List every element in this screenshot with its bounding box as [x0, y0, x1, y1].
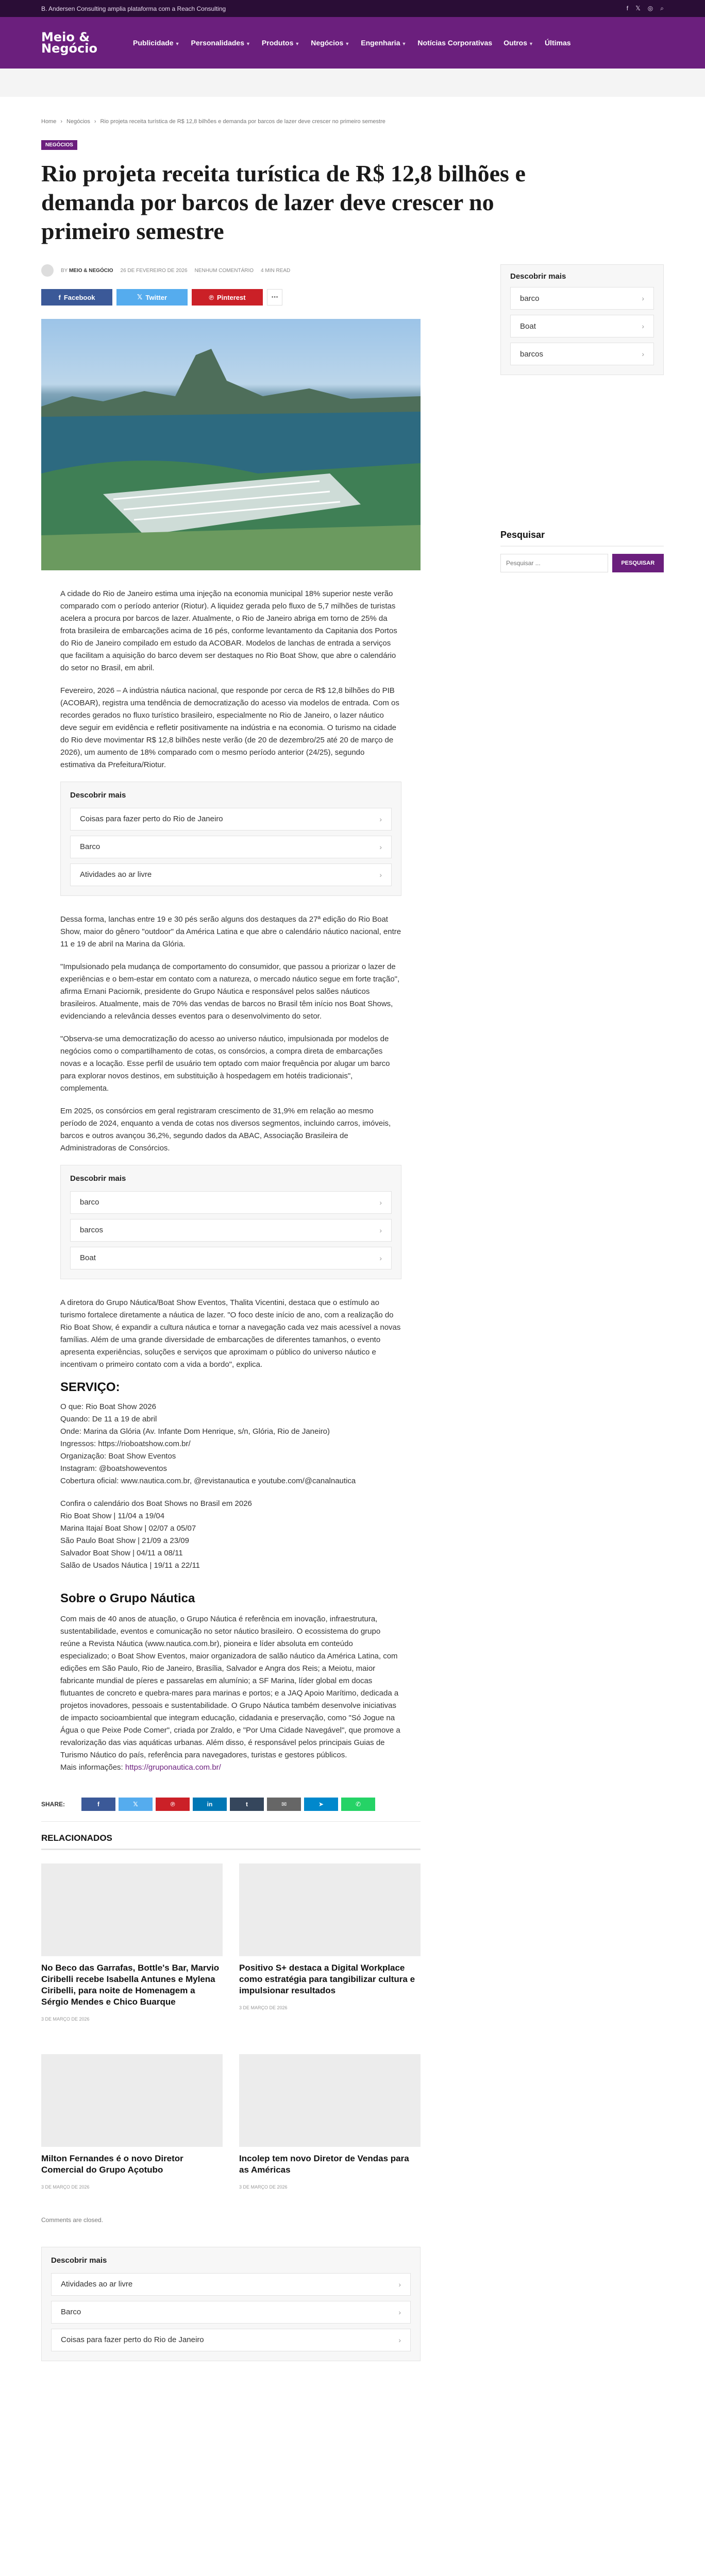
telegram-icon[interactable]: ➤ — [304, 1798, 338, 1811]
page-content — [41, 118, 664, 2576]
servico-line: Ingressos: https://rioboatshow.com.br/ — [60, 1439, 191, 1448]
publish-date: 26 DE FEVEREIRO DE 2026 — [120, 267, 188, 274]
divider — [500, 546, 664, 547]
facebook-icon[interactable]: f — [81, 1798, 115, 1811]
author-name[interactable]: MEIO & NEGÓCIO — [69, 267, 113, 274]
chevron-right-icon: › — [398, 2308, 401, 2316]
discover-box-bottom — [41, 2247, 421, 2361]
discover-item[interactable]: Boat › — [510, 315, 654, 337]
related-card[interactable] — [239, 2054, 421, 2209]
calendar-line: Marina Itajaí Boat Show | 02/07 a 05/07 — [60, 1524, 196, 1533]
divider — [41, 1849, 421, 1850]
nav-item[interactable]: Notícias Corporativas — [417, 39, 493, 47]
breadcrumb-home[interactable]: Home — [41, 118, 57, 125]
breadcrumb-current: Rio projeta receita turística de R$ 12,8 bilhões e demanda por barcos de lazer deve crescer no primeiro semestre — [100, 118, 385, 125]
sobre-heading: Sobre o Grupo Náutica — [60, 1591, 195, 1605]
related-title[interactable]: Milton Fernandes é o novo Diretor Comercial do Grupo Açotubo — [41, 2154, 183, 2175]
chevron-right-icon: › — [642, 294, 644, 302]
calendar-line: Rio Boat Show | 11/04 a 19/04 — [60, 1512, 165, 1520]
more-info-link[interactable]: https://gruponautica.com.br/ — [125, 1763, 221, 1772]
share-pinterest-button[interactable]: ℗ Pinterest — [192, 289, 263, 306]
discover-item[interactable]: Atividades ao ar livre › — [70, 863, 392, 886]
discover-item[interactable]: Boat › — [70, 1247, 392, 1269]
nav-item[interactable]: Personalidades ▼ — [191, 39, 250, 47]
nav-item[interactable]: Outros ▼ — [503, 39, 533, 47]
article-paragraph: Fevereiro, 2026 – A indústria náutica nacional, que responde por cerca de R$ 12,8 bilhões do PIB (ACOBAR), registra uma tendência de democratização do acesso via modelos de entrada. Com os recordes gerados no fluxo turístico brasileiro, especialmente no Rio de Janeiro, o lazer náutico deve seguir em evidência e refletir positivamente na indústria e na economia. O turismo na cidade do Rio deve movimentar R$ 12,8 bilhões neste verão (de 20 de dezembro/25 até 20 de março de 2026), um aumento de 18% comparado com o mesmo período anterior (24/25), segundo estimativa da Prefeitura/Riotur. — [60, 686, 399, 769]
article-paragraph: A diretora do Grupo Náutica/Boat Show Eventos, Thalita Vicentini, destaca que o estímulo ao turismo fortalece diretamente a náutica de lazer. "O foco deste início de ano, com a realização do Rio Boat Show, é expandir a cultura náutica e tornar a navegação cada vez mais acessível a novas famílias. Além de uma grande diversidade de embarcações de diferentes tamanhos, o evento apresenta experiências, soluções e serviços que aproximam o público do universo náutico e incentivam o primeiro contato com a vida a bordo", explica. — [60, 1298, 401, 1369]
marina-photo — [41, 319, 421, 570]
share-icon: ⋯ — [271, 293, 278, 301]
site-header — [0, 17, 705, 69]
servico-line: Onde: Marina da Glória (Av. Infante Dom Henrique, s/n, Glória, Rio de Janeiro) — [60, 1427, 330, 1436]
share-twitter-button[interactable]: 𝕏 Twitter — [116, 289, 188, 306]
article-paragraph: "Impulsionado pela mudança de comportamento do consumidor, que passou a priorizar o lazer de experiências e o bem-estar em contato com a natureza, o mercado náutico segue em forte tração", afirma Ernani Paciornik, presidente do Grupo Náutica e responsável pelos salões náuticos brasileiros. Atualmente, mais de 70% das vendas de barcos no Brasil têm início nos Boat Shows, evidenciando a relevância desses eventos para o desenvolvimento do setor. — [60, 962, 400, 1021]
chevron-right-icon: › — [379, 815, 382, 823]
discover-item[interactable]: Barco › — [51, 2301, 411, 2324]
related-title[interactable]: Positivo S+ destaca a Digital Workplace como estratégia para tangibilizar cultura e impulsionar resultados — [239, 1963, 415, 1995]
related-date: 3 DE MARÇO DE 2026 — [41, 2184, 90, 2190]
page-title: Rio projeta receita turística de R$ 12,8 bilhões e demanda por barcos de lazer deve crescer no primeiro semestre — [41, 160, 526, 244]
related-image[interactable] — [41, 1863, 223, 1956]
discover-item[interactable]: barcos › — [510, 343, 654, 365]
linkedin-icon[interactable]: in — [193, 1798, 227, 1811]
discover-item[interactable]: Atividades ao ar livre › — [51, 2273, 411, 2296]
chevron-right-icon: › — [398, 2280, 401, 2289]
share-label: SHARE: — [41, 1801, 65, 1808]
chevron-down-icon: ▼ — [175, 41, 180, 46]
article-paragraph: "Observa-se uma democratização do acesso ao universo náutico, impulsionada por modelos de negócios como o compartilhamento de cotas, os consórcios, a compra direta de embarcações novas e a locação. Esse perfil de usuário tem optado com maior frequência por alugar um barco para explorar novos destinos, em substituição à hospedagem em hotéis tradicionais", complementa. — [60, 1035, 390, 1093]
chevron-right-icon: › — [379, 871, 382, 879]
discover-item[interactable]: Coisas para fazer perto do Rio de Janeiro › — [51, 2329, 411, 2351]
instagram-icon[interactable]: ◎ — [647, 5, 653, 12]
main-nav — [133, 39, 571, 47]
related-date: 3 DE MARÇO DE 2026 — [239, 2005, 288, 2010]
discover-title: Descobrir mais — [70, 791, 126, 800]
sidebar-search — [500, 530, 664, 572]
chevron-right-icon: › — [379, 1198, 382, 1207]
search-title: Pesquisar — [500, 530, 545, 540]
related-date: 3 DE MARÇO DE 2026 — [41, 2016, 90, 2022]
discover-item[interactable]: Barco › — [70, 836, 392, 858]
hero-image — [41, 319, 421, 570]
discover-item[interactable]: Coisas para fazer perto do Rio de Janeiro › — [70, 808, 392, 831]
related-card[interactable] — [239, 1863, 421, 2054]
sobre-paragraph: Com mais de 40 anos de atuação, o Grupo Náutica é referência em inovação, infraestrutura, sustentabilidade, eventos e comunicação no setor náutico brasileiro. O ecossistema do grupo reúne a Revista Náutica (www.nautica.com.br), pioneira e líder absoluta em conteúdo especializado; o Boat Show Eventos, maior organizadora de salão náutico da América Latina, com edições em São Paulo, Rio de Janeiro, Brasília, Salvador e Angra dos Reis; a Meiotu, maior fabricante mundial de píeres e passarelas em alumínio; a SF Marina, líder global em docas flutuantes de concreto e quebra-mares para marinas e portos; e a JAQ Apoio Marítimo, dedicada a projetos inovadores, pessoais e sustentabilidade. O Grupo Náutica também desenvolve iniciativas de impacto socioambiental que integram educação, cidadania e preservação, como "Só Jogue na Água o que Peixe Pode Comer", criada por Zraldo, e "Por Uma Cidade Navegável", que promove a revalorização das vias aquáticas urbanas. Além disso, é responsável pelos principais Guias de Turismo Náutico do país, referência para navegadores, turistas e gestores públicos. — [60, 1615, 400, 1759]
facebook-icon[interactable]: f — [626, 5, 629, 12]
related-date: 3 DE MARÇO DE 2026 — [239, 2184, 288, 2190]
article-paragraph: A cidade do Rio de Janeiro estima uma injeção na economia municipal 18% superior neste verão comparado com o período anterior (Riotur). A liquidez gerada pelo fluxo de 5,7 milhões de turistas acelera a procura por barcos de lazer. Atualmente, o Rio de Janeiro abriga em torno de 25% da frota brasileira de embarcações acima de 16 pés, conforme levantamento da Capitania dos Portos do Rio de Janeiro compilado em estudo da ACOBAR. Modelos de lanchas de entrada a serviços que facilitam a aquisição do barco devem ser destaques no Rio Boat Show, que abre o calendário do setor no Brasil, em abril. — [60, 589, 397, 672]
x-icon[interactable]: 𝕏 — [119, 1798, 153, 1811]
x-icon: 𝕏 — [137, 293, 143, 301]
chevron-down-icon: ▼ — [529, 41, 533, 46]
chevron-down-icon: ▼ — [401, 41, 407, 46]
search-button[interactable]: PESQUISAR — [612, 554, 664, 572]
chevron-down-icon: ▼ — [345, 41, 350, 46]
read-time: 4 MIN READ — [261, 267, 291, 274]
discover-title: Descobrir mais — [510, 272, 566, 281]
chevron-right-icon: › — [642, 350, 644, 358]
nav-item[interactable]: Engenharia ▼ — [361, 39, 407, 47]
nav-item[interactable]: Publicidade ▼ — [133, 39, 180, 47]
discover-box — [60, 1165, 401, 1279]
search-icon[interactable]: ⌕ — [660, 5, 664, 12]
chevron-right-icon: › — [398, 2336, 401, 2344]
sidebar — [500, 272, 664, 572]
discover-item[interactable]: barco › — [70, 1191, 392, 1214]
article-paragraph: Dessa forma, lanchas entre 19 e 30 pés serão alguns dos destaques da 27ª edição do Rio Boat Show, maior do gênero "outdoor" da América Latina e que abre o calendário náutico nacional, entre 11 e 19 de abril na Marina da Glória. — [60, 915, 401, 948]
whatsapp-icon[interactable]: ✆ — [341, 1798, 375, 1811]
breadcrumb-category[interactable]: Negócios — [66, 118, 90, 125]
calendar-line: Salão de Usados Náutica | 19/11 a 22/11 — [60, 1561, 200, 1570]
servico-line: Cobertura oficial: www.nautica.com.br, @revistanautica e youtube.com/@canalnautica — [60, 1477, 356, 1485]
calendar-line: Salvador Boat Show | 04/11 a 08/11 — [60, 1549, 183, 1557]
related-image[interactable] — [239, 2054, 421, 2147]
top-social-icons — [627, 5, 664, 12]
servico-heading: SERVIÇO: — [60, 1380, 120, 1394]
category-badge[interactable]: NEGÓCIOS — [41, 140, 77, 150]
chevron-down-icon: ▼ — [246, 41, 250, 46]
chevron-right-icon: › — [379, 1226, 382, 1234]
avatar — [41, 264, 54, 277]
discover-title: Descobrir mais — [70, 1174, 126, 1183]
comments-count[interactable]: NENHUM COMENTÁRIO — [194, 267, 254, 274]
chevron-down-icon: ▼ — [295, 41, 300, 46]
x-icon[interactable]: 𝕏 — [635, 5, 641, 12]
related-card[interactable] — [41, 1863, 223, 2054]
tumblr-icon[interactable]: t — [230, 1798, 264, 1811]
article-paragraph: Em 2025, os consórcios em geral registraram crescimento de 31,9% em relação ao mesmo período de 2024, enquanto a venda de cotas nos diversos segmentos, incluindo carros, imóveis, barcos e outros avançou 36,2%, segundo dados da ABAC, Associação Brasileira de Administradoras de Consórcios. — [60, 1107, 391, 1153]
share-bar — [41, 1798, 421, 1811]
calendar-line: São Paulo Boat Show | 21/09 a 23/09 — [60, 1536, 189, 1545]
calendar-list — [60, 1498, 401, 1572]
author-prefix: BY — [61, 267, 68, 274]
chevron-right-icon: › — [379, 1254, 382, 1262]
related-section — [41, 1821, 421, 2226]
chevron-right-icon: › — [94, 118, 96, 125]
nav-item[interactable]: Produtos ▼ — [261, 39, 300, 47]
chevron-right-icon: › — [60, 118, 63, 125]
breadcrumb — [41, 118, 664, 125]
top-bar — [0, 0, 705, 17]
discover-item[interactable]: barco › — [510, 287, 654, 310]
pinterest-icon: ℗ — [209, 293, 214, 301]
site-logo[interactable]: Meio & Negócio — [41, 30, 97, 56]
servico-line: Quando: De 11 a 19 de abril — [60, 1415, 157, 1423]
nav-item[interactable]: Últimas — [544, 39, 571, 47]
related-title[interactable]: Incolep tem novo Diretor de Vendas para as Américas — [239, 2154, 409, 2175]
related-card[interactable] — [41, 2054, 223, 2209]
discover-title: Descobrir mais — [51, 2256, 107, 2265]
share-more-button[interactable] — [267, 289, 282, 306]
related-heading: RELACIONADOS — [41, 1833, 112, 1843]
related-image[interactable] — [41, 2054, 223, 2147]
related-title[interactable]: No Beco das Garrafas, Bottle's Bar, Marvio Ciribelli recebe Isabella Antunes e Mylena Ciribelli, para noite de Homenagem a Sérgio Mendes e Chico Buarque — [41, 1963, 220, 2007]
article-body — [41, 588, 421, 2361]
servico-line: Organização: Boat Show Eventos — [60, 1452, 176, 1461]
chevron-right-icon: › — [379, 843, 382, 851]
email-icon[interactable]: ✉ — [267, 1798, 301, 1811]
top-news-link[interactable]: B. Andersen Consulting amplia plataforma com a Reach Consulting — [41, 5, 226, 12]
nav-item[interactable]: Negócios ▼ — [311, 39, 350, 47]
servico-line: O que: Rio Boat Show 2026 — [60, 1402, 156, 1411]
pinterest-icon[interactable]: ℗ — [156, 1798, 190, 1811]
search-input[interactable] — [500, 554, 608, 572]
discover-box — [60, 782, 401, 896]
servico-list — [60, 1401, 401, 1487]
main-column — [41, 306, 421, 2361]
more-info: Mais informações: https://gruponautica.com.br/ — [60, 1763, 221, 1772]
facebook-icon: f — [58, 293, 61, 301]
servico-line: Instagram: @boatshoweventos — [60, 1464, 167, 1473]
share-facebook-button[interactable]: f Facebook — [41, 289, 112, 306]
discover-item[interactable]: barcos › — [70, 1219, 392, 1242]
related-image[interactable] — [239, 1863, 421, 1956]
calendar-line: Confira o calendário dos Boat Shows no Brasil em 2026 — [60, 1499, 252, 1508]
sub-bar — [0, 69, 705, 97]
comments-closed: Comments are closed. — [41, 2216, 104, 2224]
chevron-right-icon: › — [642, 322, 644, 330]
sidebar-discover-box — [500, 264, 664, 375]
